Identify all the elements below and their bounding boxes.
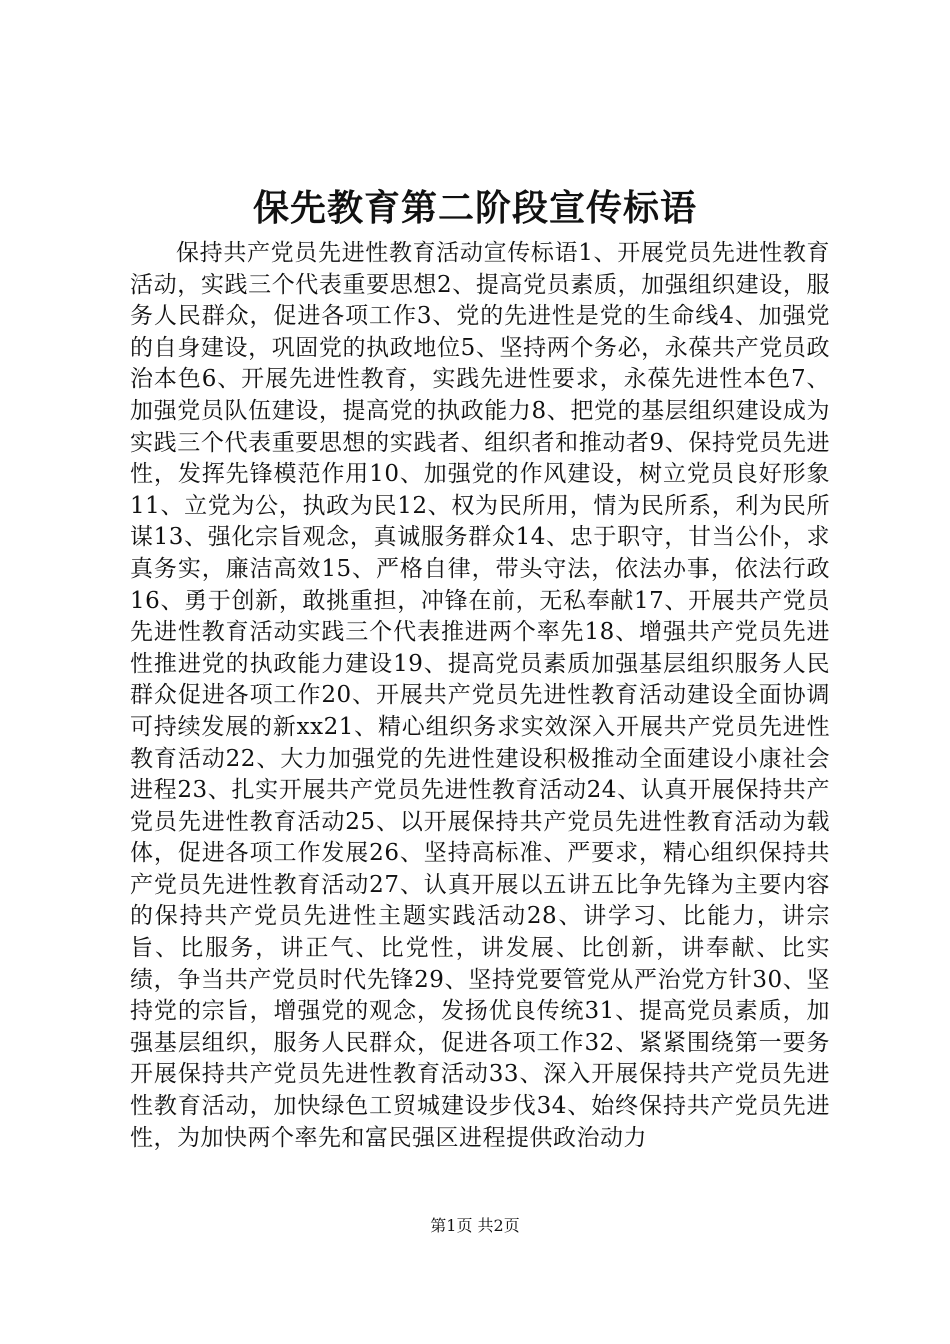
page-number-footer: 第1页 共2页 (430, 1216, 520, 1235)
document-body-paragraph: 保持共产党员先进性教育活动宣传标语1、开展党员先进性教育活动，实践三个代表重要思想2、提高党员素质，加强组织建设，服务人民群众，促进各项工作3、党的先进性是党的生命线4、加强党的自身建设，巩固党的执政地位5、坚持两个务必，永葆共产党员政治本色6、开展先进性教育，实践先进性要求，永葆先进性本色7、加强党员队伍建设，提高党的执政能力8、把党的基层组织建设成为实践三个代表重要思想的实践者、组织者和推动者9、保持党员先进性，发挥先锋模范作用10、加强党的作风建设，树立党员良好形象11、立党为公，执政为民12、权为民所用，情为民所系，利为民所谋13、强化宗旨观念，真诚服务群众14、忠于职守，甘当公仆，求真务实，廉洁高效15、严格自律，带头守法，依法办事，依法行政16、勇于创新，敢挑重担，冲锋在前，无私奉献17、开展共产党员先进性教育活动实践三个代表推进两个率先18、增强共产党员先进性推进党的执政能力建设19、提高党员素质加强基层组织服务人民群众促进各项工作20、开展共产党员先进性教育活动建设全面协调可持续发展的新xx21、精心组织务求实效深入开展共产党员先进性教育活动22、大力加强党的先进性建设积极推动全面建设小康社会进程23、扎实开展共产党员先进性教育活动24、认真开展保持共产党员先进性教育活动25、以开展保持共产党员先进性教育活动为载体，促进各项工作发展26、坚持高标准、严要求，精心组织保持共产党员先进性教育活动27、认真开展以五讲五比争先锋为主要内容的保持共产党员先进性主题实践活动28、讲学习、比能力，讲宗旨、比服务，讲正气、比党性，讲发展、比创新，讲奉献、比实绩，争当共产党员时代先锋29、坚持党要管党从严治党方针30、坚持党的宗旨，增强党的观念，发扬优良传统31、提高党员素质，加强基层组织，服务人民群众，促进各项工作32、紧紧围绕第一要务开展保持共产党员先进性教育活动33、深入开展保持共产党员先进性教育活动，加快绿色工贸城建设步伐34、始终保持共产党员先进性，为加快两个率先和富民强区进程提供政治动力 (130, 240, 830, 1151)
document-title: 保先教育第二阶段宣传标语 (252, 187, 697, 229)
